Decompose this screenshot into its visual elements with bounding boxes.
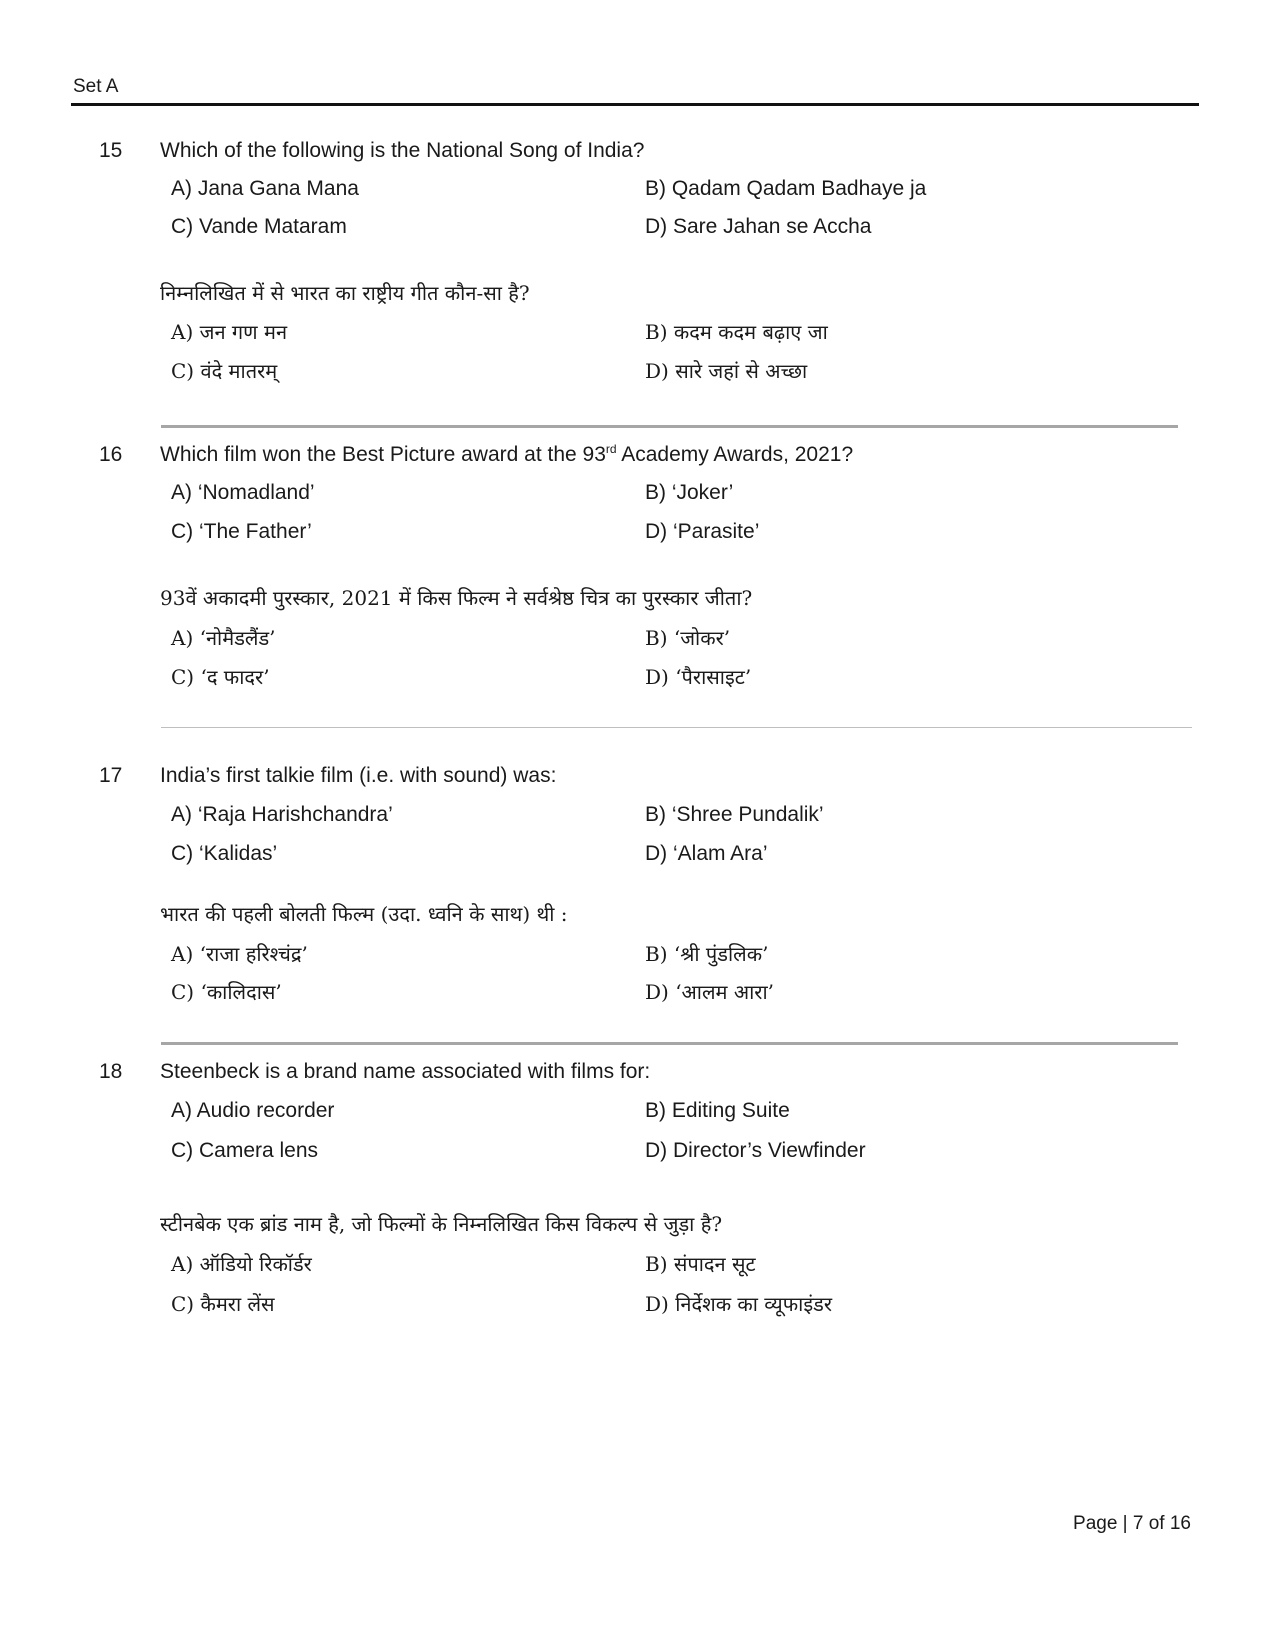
option-d-en: D) Sare Jahan se Accha <box>645 215 872 238</box>
option-c-en: C) Camera lens <box>171 1139 319 1162</box>
option-d-hi: D) ‘पैरासाइट’ <box>645 665 752 689</box>
option-d-hi: D) सारे जहां से अच्छा <box>645 359 808 383</box>
option-c-hi: C) ‘कालिदास’ <box>171 980 282 1004</box>
option-b-en: B) ‘Shree Pundalik’ <box>645 803 824 826</box>
option-a-hi: A) ‘नोमैडलैंड’ <box>171 626 276 650</box>
option-a-en: A) ‘Nomadland’ <box>171 481 315 504</box>
question-number: 15 <box>99 139 123 162</box>
option-a-en: A) Jana Gana Mana <box>171 177 359 200</box>
question-text-en <box>160 443 853 467</box>
option-b-hi: B) ‘श्री पुंडलिक’ <box>645 942 769 966</box>
question-text-en: India’s first talkie film (i.e. with sound) was: <box>160 764 557 787</box>
question-number: 16 <box>99 443 123 466</box>
option-d-en: D) ‘Alam Ara’ <box>645 842 768 865</box>
question-divider <box>161 1042 1178 1045</box>
option-c-en: C) Vande Mataram <box>171 215 347 238</box>
option-c-en: C) ‘The Father’ <box>171 520 312 543</box>
question-text-hi: निम्नलिखित में से भारत का राष्ट्रीय गीत कौन-सा है? <box>160 281 530 305</box>
option-a-hi: A) ‘राजा हरिश्चंद्र’ <box>171 942 308 966</box>
question-text-hi: 93वें अकादमी पुरस्कार, 2021 में किस फिल्म ने सर्वश्रेष्ठ चित्र का पुरस्कार जीता? <box>160 586 753 610</box>
question-divider <box>161 425 1178 428</box>
ordinal-suffix: rd <box>605 442 617 456</box>
option-d-hi: D) निर्देशक का व्यूफाइंडर <box>645 1292 833 1316</box>
set-label: Set A <box>73 76 119 97</box>
option-d-hi: D) ‘आलम आरा’ <box>645 980 775 1004</box>
option-b-en: B) Editing Suite <box>645 1099 790 1122</box>
option-a-hi: A) जन गण मन <box>171 320 288 344</box>
option-c-hi: C) वंदे मातरम् <box>171 359 278 383</box>
question-divider <box>161 727 1192 728</box>
option-b-hi: B) संपादन सूट <box>645 1252 756 1276</box>
question-text-en: Which of the following is the National Song of India? <box>160 139 645 162</box>
option-d-en: D) ‘Parasite’ <box>645 520 760 543</box>
question-text-hi: स्टीनबेक एक ब्रांड नाम है, जो फिल्मों के निम्नलिखित किस विकल्प से जुड़ा है? <box>160 1212 723 1236</box>
option-a-en: A) ‘Raja Harishchandra’ <box>171 803 393 826</box>
option-c-hi: C) ‘द फादर’ <box>171 665 270 689</box>
page-number: Page | 7 of 16 <box>1073 1513 1191 1534</box>
header-rule <box>71 103 1199 106</box>
option-c-en: C) ‘Kalidas’ <box>171 842 278 865</box>
question-text-hi: भारत की पहली बोलती फिल्म (उदा. ध्वनि के साथ) थी : <box>160 902 568 926</box>
question-text-pre: Which film won the Best Picture award at the 93 <box>160 443 606 466</box>
option-b-en: B) Qadam Qadam Badhaye ja <box>645 177 927 200</box>
question-number: 18 <box>99 1060 123 1083</box>
option-b-hi: B) कदम कदम बढ़ाए जा <box>645 320 828 344</box>
option-b-en: B) ‘Joker’ <box>645 481 734 504</box>
option-a-en: A) Audio recorder <box>171 1099 335 1122</box>
option-b-hi: B) ‘जोकर’ <box>645 626 731 650</box>
question-number: 17 <box>99 764 123 787</box>
option-a-hi: A) ऑडियो रिकॉर्डर <box>171 1252 312 1276</box>
question-text-en: Steenbeck is a brand name associated with films for: <box>160 1060 651 1083</box>
option-d-en: D) Director’s Viewfinder <box>645 1139 866 1162</box>
option-c-hi: C) कैमरा लेंस <box>171 1292 275 1316</box>
question-text-post: Academy Awards, 2021? <box>616 443 854 466</box>
